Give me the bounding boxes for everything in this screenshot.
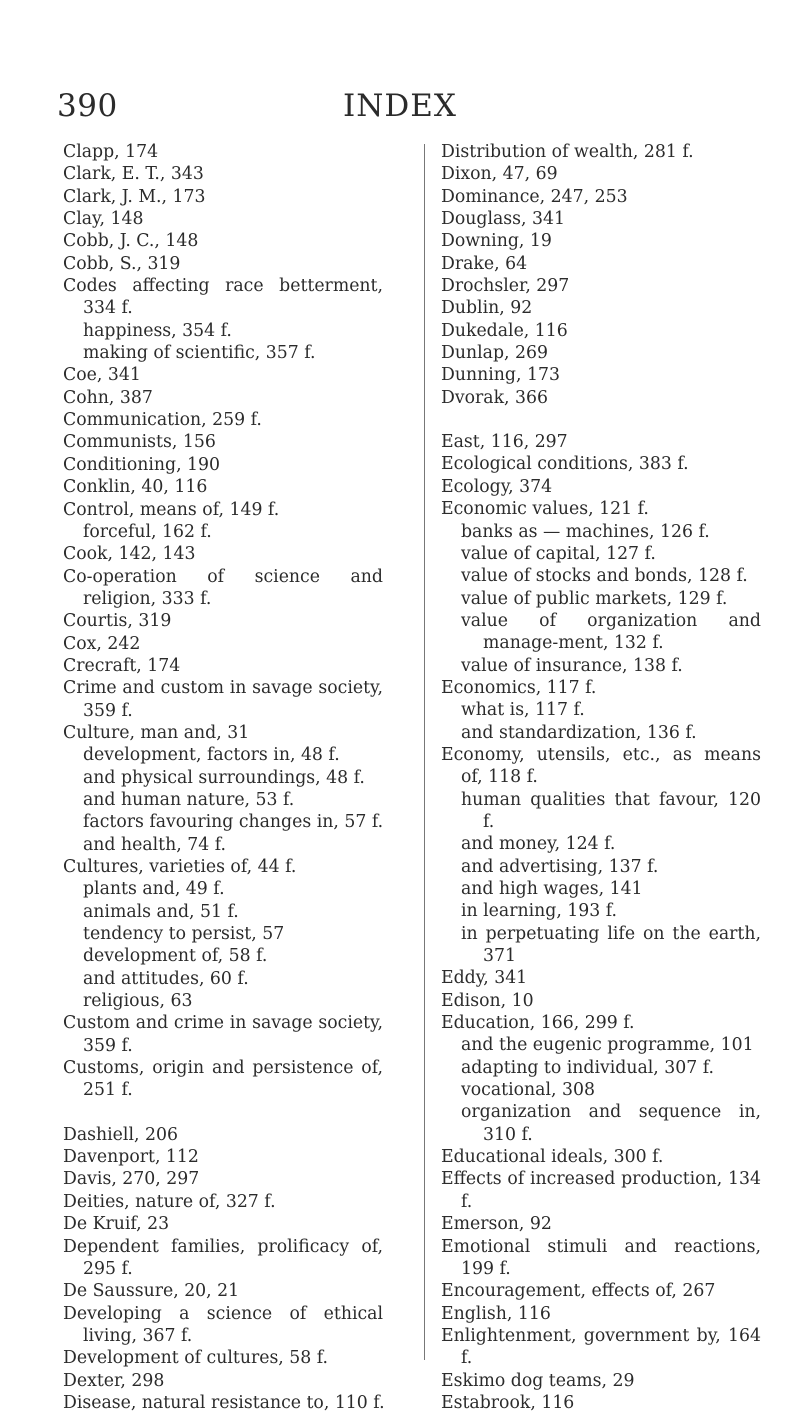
index-entry: Eskimo dog teams, 29 [441,1370,635,1391]
index-subentry: forceful, 162 f. [83,521,212,542]
index-entry: Effects of increased production, 134 f. [441,1169,761,1212]
index-entry: Dunlap, 269 [441,343,548,364]
index-entry: Disease, natural resistance to, 110 f. [63,1392,385,1413]
index-entry: Cultures, varieties of, 44 f. [63,857,297,877]
index-entry: Deities, nature of, 327 f. [63,1191,276,1212]
page-number: 390 [57,88,118,124]
index-entry: Dukedale, 116 [441,320,568,341]
index-subentry: and health, 74 f. [83,834,226,855]
index-subentry: value of organization and manage-ment, 132 f. [461,610,761,654]
index-column-left [63,141,383,1414]
index-subentry: development of, 58 f. [83,946,268,967]
index-entry: De Kruif, 23 [63,1214,170,1235]
index-entry: Communication, 259 f. [63,410,262,431]
index-subentry: value of stocks and bonds, 128 f. [461,566,748,587]
index-entry: Douglass, 341 [441,209,565,230]
index-subentry: and the eugenic programme, 101 [461,1035,754,1056]
index-entry: De Saussure, 20, 21 [63,1281,240,1302]
index-subentry: and standardization, 136 f. [461,722,697,743]
index-subentry: in learning, 193 f. [461,901,618,922]
index-entry: Dependent families, prolificacy of, 295 f. [63,1236,383,1279]
index-entry: Drake, 64 [441,253,528,274]
index-entry: Culture, man and, 31 [63,722,250,743]
index-subentry: organization and sequence in, 310 f. [461,1102,761,1145]
index-entry: Conklin, 40, 116 [63,477,208,498]
running-head: INDEX [343,88,457,124]
index-entry: Economy, utensils, etc., as means of, 118 f. [441,744,761,788]
index-entry: Dexter, 298 [63,1370,165,1391]
index-subentry: plants and, 49 f. [83,879,225,900]
index-subentry: and high wages, 141 [461,879,643,899]
index-entry: Courtis, 319 [63,611,172,632]
index-subentry: factors favouring changes in, 57 f. [83,812,384,833]
index-entry: Conditioning, 190 [63,454,221,475]
index-entry: Clapp, 174 [63,142,159,162]
index-subentry: banks as — machines, 126 f. [461,521,710,542]
index-entry: Coe, 341 [63,365,141,386]
index-entry: Davis, 270, 297 [63,1169,200,1190]
index-subentry: and attitudes, 60 f. [83,968,249,989]
index-entry: Clark, E. T., 343 [63,164,204,185]
index-entry: Dunning, 173 [441,365,560,386]
index-subentry: and advertising, 137 f. [461,856,659,877]
index-entry: Estabrook, 116 [441,1392,575,1413]
index-subentry: animals and, 51 f. [83,901,239,922]
index-entry: Downing, 19 [441,231,552,252]
index-entry: Ecological conditions, 383 f. [441,454,689,475]
index-subentry: in perpetuating life on the earth, 371 [461,923,761,967]
index-entry: Ecology, 374 [441,476,553,497]
index-subentry: religious, 63 [83,991,193,1012]
index-column-right [441,141,761,1414]
index-entry: Economics, 117 f. [441,677,597,698]
index-entry: Emotional stimuli and reactions, 199 f. [441,1236,761,1279]
index-subentry: value of capital, 127 f. [461,543,656,564]
index-entry: Edison, 10 [441,990,534,1011]
section-gap [441,409,761,431]
index-entry: Enlightenment, government by, 164 f. [441,1325,761,1369]
index-entry: Control, means of, 149 f. [63,499,280,520]
index-entry: Economic values, 121 f. [441,499,649,520]
index-subentry: what is, 117 f. [461,700,585,721]
index-subentry: and money, 124 f. [461,834,616,855]
index-entry: English, 116 [441,1303,551,1324]
index-subentry: making of scientific, 357 f. [83,343,316,364]
index-entry: Dublin, 92 [441,298,533,319]
index-entry: Eddy, 341 [441,968,528,989]
index-entry: Cohn, 387 [63,387,153,408]
index-subentry: and human nature, 53 f. [83,789,295,810]
index-subentry: development, factors in, 48 f. [83,745,340,766]
index-entry: Crecraft, 174 [63,655,181,676]
index-entry: Clay, 148 [63,209,144,230]
index-subentry: vocational, 308 [461,1080,595,1101]
index-entry: Dashiell, 206 [63,1124,178,1145]
index-entry: Customs, origin and persistence of, 251 f. [63,1058,383,1101]
column-divider [424,144,425,1360]
index-entry: Cobb, J. C., 148 [63,231,199,252]
index-entry: Dominance, 247, 253 [441,186,628,207]
index-entry: Educational ideals, 300 f. [441,1147,664,1168]
index-entry: Custom and crime in savage society, 359 f. [63,1013,383,1056]
index-entry: Dixon, 47, 69 [441,164,558,185]
index-entry: Developing a science of ethical living, 367 f. [63,1303,383,1346]
index-subentry: adapting to individual, 307 f. [461,1057,715,1078]
index-entry: Education, 166, 299 f. [441,1013,635,1034]
index-entry: Dvorak, 366 [441,387,549,408]
index-entry: Clark, J. M., 173 [63,186,206,207]
index-entry: Cook, 142, 143 [63,544,196,565]
index-entry: Cobb, S., 319 [63,253,181,274]
index-entry: East, 116, 297 [441,432,568,453]
index-entry: Distribution of wealth, 281 f. [441,142,694,162]
index-entry: Codes affecting race betterment, 334 f. [63,276,383,319]
index-subentry: human qualities that favour, 120 f. [461,789,761,832]
index-entry: Development of cultures, 58 f. [63,1348,329,1369]
index-subentry: and physical surroundings, 48 f. [83,767,365,788]
index-subentry: value of public markets, 129 f. [461,588,728,609]
section-gap [63,1102,383,1124]
index-entry: Co-operation of science and religion, 333 f. [63,566,383,609]
index-entry: Drochsler, 297 [441,276,570,297]
index-entry: Crime and custom in savage society, 359 f. [63,678,383,721]
index-subentry: happiness, 354 f. [83,320,232,341]
index-entry: Communists, 156 [63,432,216,453]
index-entry: Davenport, 112 [63,1147,199,1168]
index-entry: Encouragement, effects of, 267 [441,1281,716,1302]
index-subentry: value of insurance, 138 f. [461,655,683,676]
index-entry: Cox, 242 [63,633,141,654]
index-entry: Emerson, 92 [441,1214,552,1235]
index-subentry: tendency to persist, 57 [83,924,285,945]
